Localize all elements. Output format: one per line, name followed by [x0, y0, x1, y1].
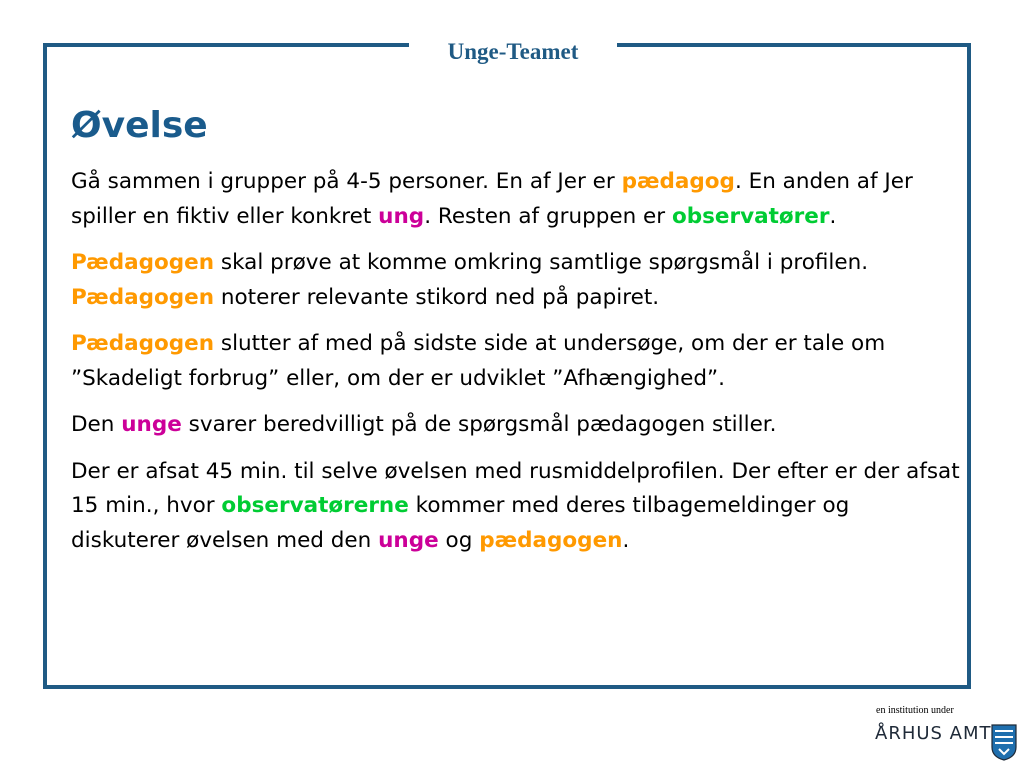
highlighted-term: Pædagogen	[71, 250, 215, 275]
highlighted-term: Pædagogen	[71, 284, 215, 310]
header-title: Unge-Teamet	[409, 36, 617, 68]
highlighted-term: pædagogen	[479, 527, 623, 553]
paragraph	[71, 165, 961, 234]
footer-tagline: en institution under	[876, 705, 954, 716]
paragraph-text: slutter af med på sidste side at undersøge, om der er tale om ”Skadeligt forbrug” eller, om der er udviklet ”Afhængighed”.	[71, 331, 886, 391]
logo-wordmark: ÅRHUS AMT	[875, 723, 992, 744]
highlighted-term: Pædagogen	[71, 331, 215, 356]
paragraph-text: . En anden af Jer spiller en fiktiv eller konkret	[71, 169, 913, 229]
paragraph	[71, 246, 961, 315]
highlighted-term: pædagog	[621, 169, 735, 194]
highlighted-term: unge	[121, 412, 182, 437]
county-seal-icon	[990, 723, 1018, 761]
slide-content	[71, 100, 961, 570]
paragraph-text: Gå sammen i grupper på 4-5 personer. En af Jer er	[71, 169, 622, 194]
paragraph	[71, 455, 961, 559]
highlighted-term: observatørerne	[221, 493, 409, 518]
highlighted-term: ung	[378, 203, 425, 229]
paragraph-text: svarer beredvilligt på de spørgsmål pædagogen stiller.	[181, 412, 777, 437]
paragraph-text: og	[438, 527, 480, 553]
paragraph-text: .	[829, 203, 837, 229]
paragraph-text: kommer med deres tilbagemeldinger og diskuterer øvelsen med den	[71, 493, 850, 553]
highlighted-term: unge	[378, 527, 439, 553]
slide-title: Øvelse	[71, 105, 208, 146]
paragraph-list	[71, 165, 961, 558]
paragraph-text: Der er afsat 45 min. til selve øvelsen med rusmiddelprofilen. Der efter er der afsat 15 min., hvor	[71, 458, 960, 518]
highlighted-term: observatører	[671, 203, 830, 229]
paragraph	[71, 327, 961, 396]
paragraph-text: noterer relevante stikord ned på papiret.	[214, 284, 660, 310]
paragraph-text: .	[622, 527, 630, 553]
paragraph-text: Den	[71, 412, 122, 437]
paragraph-text: . Resten af gruppen er	[424, 203, 672, 229]
footer-logo	[870, 703, 1020, 763]
paragraph-text: skal prøve at komme omkring samtlige spørgsmål i profilen.	[214, 250, 869, 275]
paragraph	[71, 408, 961, 443]
